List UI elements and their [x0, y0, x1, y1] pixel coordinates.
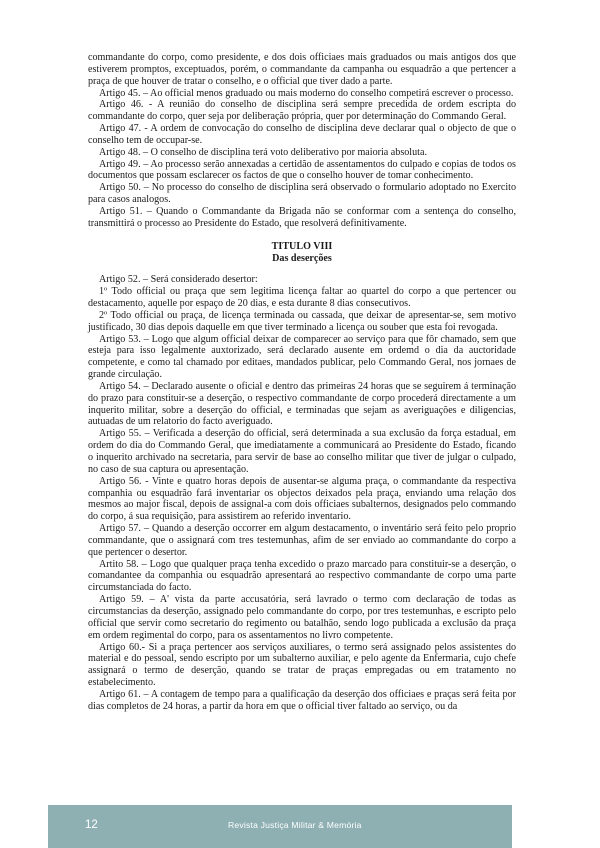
- article-60: Artigo 60.- Si a praça pertencer aos serviços auxiliares, o termo será assignado pelos assistentes do material e do pessoal, sendo escripto por um subalterno auxiliar, e pelo agente da Enfermaria, cujo chefe assignará o termo de deserção, quando se tratar de praças empregadas ou em tratamento no estabelecimento.: [88, 641, 516, 689]
- section-subtitle: Das deserções: [272, 252, 332, 264]
- article-55: Artigo 55. – Verificada a deserção do official, será determinada a sua exclusão da força estadual, em ordem do dia do Commando Geral, que imediatamente a communicará ao Presidente do Estado, ficando o inquerito archivado na secretaria, para servir de base ao conselho militar que tiver de julgar o culpado, no caso de sua captura ou apresentação.: [88, 428, 516, 475]
- article-54: Artigo 54. – Declarado ausente o oficial e dentro das primeiras 24 horas que se seguirem á terminação do prazo para constituir-se a deserção, o respectivo commandante de corpo procederá directamente a um inquerito militar, sobre a deserção do official, e terminadas que sejam as averiguações e diligencias, autuadas de um relatorio do facto averiguado.: [88, 380, 516, 428]
- article-52-item-1: 1º Todo official ou praça que sem legitima licença faltar ao quartel do corpo a que pertencer ou destacamento, aquelle por espaço de 20 dias, e esta durante 8 dias consecutivos.: [88, 286, 516, 310]
- article-53: Artigo 53. – Logo que algum official deixar de comparecer ao serviço para que fôr chamado, sem que esteja para isso legalmente auxtorizado, será declarado ausente em ordemd o dia da auctoridade competente, e como tal chamado por editaes, mandados publicar, pelo Commando Geral, nos jornaes de grande circulação.: [88, 333, 516, 381]
- article-52-item-2: 2º Todo official ou praça, de licença terminada ou cassada, que deixar de apresentar-se, sem motivo justificado, 30 dias depois daquelle em que tiver terminado a licença ou souber que esta foi revogada.: [88, 309, 516, 333]
- article-46: Artigo 46. - A reunião do conselho de disciplina será sempre precedida de ordem escripta do commandante do corpo, quer seja por deliberação própria, quer por determinação do Commando Geral.: [88, 99, 516, 123]
- article-48: Artigo 48. – O conselho de disciplina terá voto deliberativo por maioria absoluta.: [99, 146, 427, 158]
- section-title: TITULO VIII: [271, 240, 333, 252]
- article-56: Artigo 56. - Vinte e quatro horas depois de ausentar-se alguma praça, o commandante da respectiva companhia ou esquadrão fará inventariar os objectos deixados pela praça, enviando uma relação dos mesmos ao major fiscal, depois de assignal-a com dois officiaes subalternos, designados pelo commando do corpo, á sua requisição, para assistirem ao referido inventario.: [88, 475, 516, 523]
- article-47: Artigo 47. - A ordem de convocação do conselho de disciplina deve declarar qual o objecto de que o conselho tem de occupar-se.: [88, 123, 516, 146]
- article-49: Artigo 49. – Ao processo serão annexadas a certidão de assentamentos do culpado e copias de todos os documentos que possam esclarecer os factos de que o conselho houver de tomar conhecimento.: [88, 158, 516, 182]
- paragraph: commandante do corpo, como presidente, e dos dois officiaes mais graduados ou mais antigos dos que estiverem promptos, exceptuados, porém, o commandante da campanha ou esquadrão a que pertencer a praça de que houver de tratar o conselho, e o official que tiver dado a parte.: [88, 52, 516, 87]
- article-58: Artito 58. – Logo que qualquer praça tenha excedido o prazo marcado para constituir-se a deserção, o comandantee da companhia ou esquadrão apresentará ao respectivo commandante de corpo uma parte circumstanciada do facto.: [88, 558, 516, 594]
- footer-band: [48, 805, 512, 848]
- section-heading: [88, 241, 516, 265]
- article-45: Artigo 45. – Ao official menos graduado ou mais moderno do conselho competirá escrever o processo.: [99, 87, 514, 99]
- page-number: 12: [85, 819, 98, 831]
- article-50: Artigo 50. – No processo do conselho de disciplina será observado o formulario adoptado no Exercito para casos analogos.: [88, 182, 516, 206]
- article-61: Artigo 61. – A contagem de tempo para a qualificação da deserção dos officiaes e praças será feita por dias completos de 24 horas, a partir da hora em que o official tiver faltado ao serviço, ou da: [88, 688, 516, 712]
- article-51: Artigo 51. – Quando o Commandante da Brigada não se conformar com a sentença do conselho, transmittirá o processo ao Presidente do Estado, que resolverá definitivamente.: [88, 205, 516, 229]
- article-59: Artigo 59. – A' vista da parte accusatória, será lavrado o termo com declaração de todas as circumstancias da deserção, assignado pelo commandante do corpo, por tres testemunhas, e escripto pelo official que servir como secretario do regimento ou batalhão, sendo logo publicada a exclusão da praça em ordem regimental do corpo, para os assentamentos no livro competente.: [88, 594, 516, 641]
- article-52: Artigo 52. – Será considerado desertor:: [99, 274, 258, 286]
- article-57: Artigo 57. – Quando a deserção occorrer em algum destacamento, o inventário será feito pelo proprio commandante, que o assignará com tres testemunhas, afim de ser enviado ao commandante do corpo a que pertencer o desertor.: [88, 523, 516, 558]
- journal-title: Revista Justiça Militar & Memória: [228, 820, 362, 830]
- document-text: [88, 52, 516, 713]
